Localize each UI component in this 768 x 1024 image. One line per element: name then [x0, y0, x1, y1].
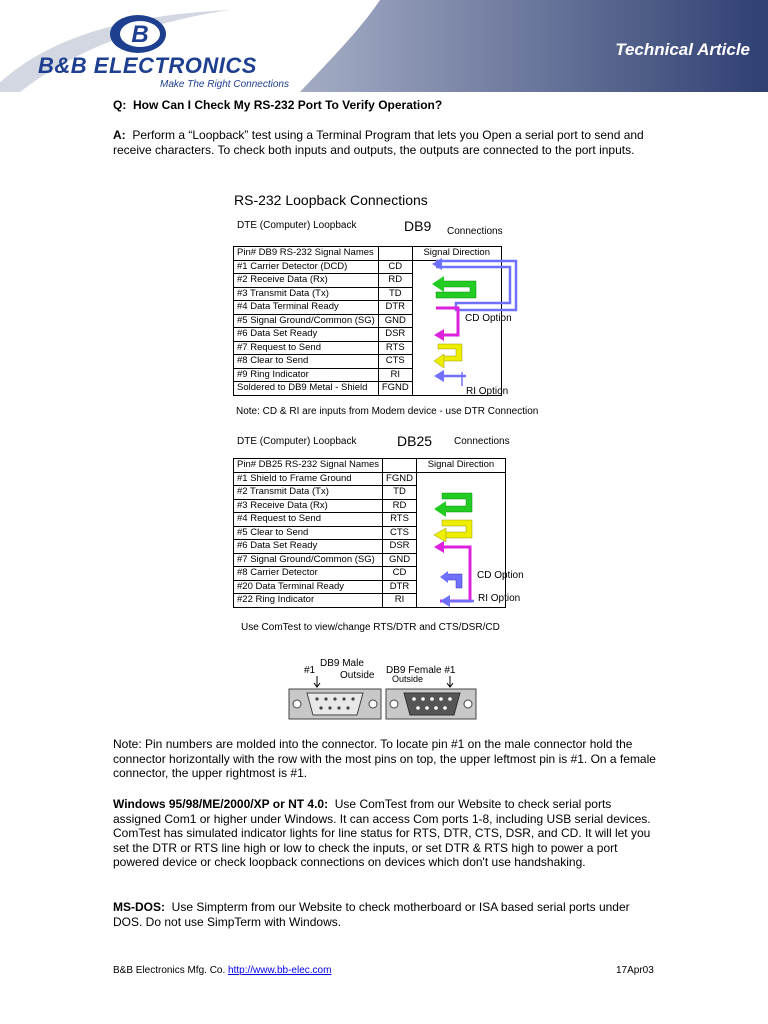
pin-signal-abbrev: CTS	[383, 526, 417, 540]
answer-label: A:	[113, 128, 126, 142]
footer-company	[113, 965, 331, 976]
answer-text: Perform a “Loopback” test using a Terminal Program that lets you Open a serial port to send and receive characters. To check both inputs and outputs, the outputs are connected to the port inputs.	[113, 128, 644, 157]
pin-signal-name: #20 Data Terminal Ready	[234, 580, 383, 594]
db25-tag: DB25	[397, 433, 433, 449]
windows-label: Windows 95/98/ME/2000/XP or NT 4.0:	[113, 797, 329, 811]
pin-signal-abbrev: RD	[383, 499, 417, 513]
footer-company-name: B&B Electronics Mfg. Co.	[113, 965, 226, 976]
pin-signal-name: #9 Ring Indicator	[234, 368, 379, 382]
pin-signal-name: #1 Carrier Detector (DCD)	[234, 260, 379, 274]
pin-signal-name: #4 Request to Send	[234, 513, 383, 527]
pin-signal-abbrev: DSR	[378, 328, 412, 342]
db25-caption: DTE (Computer) Loopback	[237, 436, 357, 447]
pin-signal-name: #3 Receive Data (Rx)	[234, 499, 383, 513]
db9-note: Note: CD & RI are inputs from Modem device - use DTR Connection	[236, 406, 539, 417]
header-signal-direction: Signal Direction	[416, 459, 505, 473]
male-pin-label: #1	[304, 665, 316, 676]
db25-connections: Connections	[454, 436, 510, 447]
db25-note: Use ComTest to view/change RTS/DTR and CTS/DSR/CD	[241, 622, 500, 633]
brand-name: B&B ELECTRONICS	[38, 53, 257, 78]
pin-signal-abbrev: FGND	[378, 382, 412, 396]
db9-female-connector-icon	[386, 689, 476, 719]
pin-signal-name: #5 Signal Ground/Common (SG)	[234, 314, 379, 328]
pin-signal-name: #7 Signal Ground/Common (SG)	[234, 553, 383, 567]
male-label-2: Outside	[340, 670, 375, 681]
db9-connections: Connections	[447, 226, 503, 237]
pin-signal-name: #3 Transmit Data (Tx)	[234, 287, 379, 301]
pin-signal-abbrev: DTR	[383, 580, 417, 594]
db9-male-connector-icon	[289, 689, 381, 719]
question-label: Q:	[113, 98, 127, 112]
windows-paragraph	[113, 797, 661, 870]
diagram-title: RS-232 Loopback Connections	[234, 192, 428, 208]
pin-signal-abbrev: CTS	[378, 355, 412, 369]
db25-cd-option: CD Option	[477, 570, 524, 581]
pin-signal-abbrev: RI	[383, 594, 417, 608]
pin-signal-name: #5 Clear to Send	[234, 526, 383, 540]
pin-signal-abbrev: RD	[378, 274, 412, 288]
header-signal-names: Pin# DB25 RS-232 Signal Names	[234, 459, 383, 473]
msdos-label: MS-DOS:	[113, 900, 165, 914]
header-signal-names: Pin# DB9 RS-232 Signal Names	[234, 247, 379, 261]
msdos-text: Use Simpterm from our Website to check motherboard or ISA based serial ports under DOS. Do not use SimpTerm with Windows.	[113, 900, 630, 929]
pin-signal-name: Soldered to DB9 Metal - Shield	[234, 382, 379, 396]
pin-signal-abbrev: CD	[383, 567, 417, 581]
db25-rts-cts-arrow	[442, 520, 472, 538]
pin-signal-name: #2 Transmit Data (Tx)	[234, 486, 383, 500]
msdos-paragraph	[113, 900, 661, 929]
db9-cd-option: CD Option	[465, 313, 512, 324]
pin-signal-abbrev: GND	[378, 314, 412, 328]
pin-signal-abbrev: DSR	[383, 540, 417, 554]
pin-signal-name: #6 Data Set Ready	[234, 328, 379, 342]
note-paragraph: Note: Pin numbers are molded into the connector. To locate pin #1 on the male connector hold the connector horizontally with the row with the most pins on top, the upper leftmost pin is #1. On a female connector, the upper rightmost is #1.	[113, 737, 656, 780]
svg-text:B: B	[131, 21, 149, 48]
pin-signal-abbrev: GND	[383, 553, 417, 567]
windows-text: Use ComTest from our Website to check serial ports assigned Com1 or higher under Windows. It can access Com ports 1-8, including USB serial devices. ComTest has simulated indicator lights for line status for RTS, DTR, CTS, DSR, and CD. It will let you set the DTR or RTS line high or low to check the inputs, or set DTR & RTS high to power a port powered device or check loopback connections on devices which don't use handshaking.	[113, 797, 651, 869]
db25-cd-arrow	[446, 574, 462, 588]
footer-website-link[interactable]: http://www.bb-elec.com	[228, 965, 332, 976]
db9-caption: DTE (Computer) Loopback	[237, 220, 357, 231]
pin-signal-abbrev: DTR	[378, 301, 412, 315]
female-label-1: DB9 Female #1	[386, 665, 456, 676]
pin-signal-abbrev: TD	[378, 287, 412, 301]
pin-signal-name: #1 Shield to Frame Ground	[234, 472, 383, 486]
pin-signal-abbrev: RI	[378, 368, 412, 382]
db9-dtr-dsr-arrow	[436, 308, 458, 335]
pin-signal-name: #8 Carrier Detector	[234, 567, 383, 581]
male-label-1: DB9 Male	[320, 658, 364, 669]
pin-signal-name: #4 Data Terminal Ready	[234, 301, 379, 315]
pin-signal-abbrev: RTS	[378, 341, 412, 355]
pin-signal-name: #8 Clear to Send	[234, 355, 379, 369]
footer-date: 17Apr03	[616, 965, 654, 976]
pin-signal-name: #22 Ring Indicator	[234, 594, 383, 608]
pin-signal-name: #7 Request to Send	[234, 341, 379, 355]
db9-tag: DB9	[404, 218, 432, 234]
pin-signal-name: #2 Receive Data (Rx)	[234, 274, 379, 288]
pin-signal-name: #6 Data Set Ready	[234, 540, 383, 554]
db25-ri-option: RI Option	[478, 593, 521, 604]
pin-signal-abbrev: FGND	[383, 472, 417, 486]
pin-signal-abbrev: CD	[378, 260, 412, 274]
pin-signal-abbrev: RTS	[383, 513, 417, 527]
article-type: Technical Article	[615, 40, 750, 59]
female-label-2: Outside	[392, 674, 424, 684]
pin-signal-abbrev: TD	[383, 486, 417, 500]
question-text: How Can I Check My RS-232 Port To Verify Operation?	[133, 98, 443, 112]
db25-td-rd-arrow	[442, 493, 472, 512]
header-signal-direction: Signal Direction	[412, 247, 501, 261]
db9-ri-option: RI Option	[466, 386, 509, 397]
brand-tagline: Make The Right Connections	[160, 79, 289, 90]
